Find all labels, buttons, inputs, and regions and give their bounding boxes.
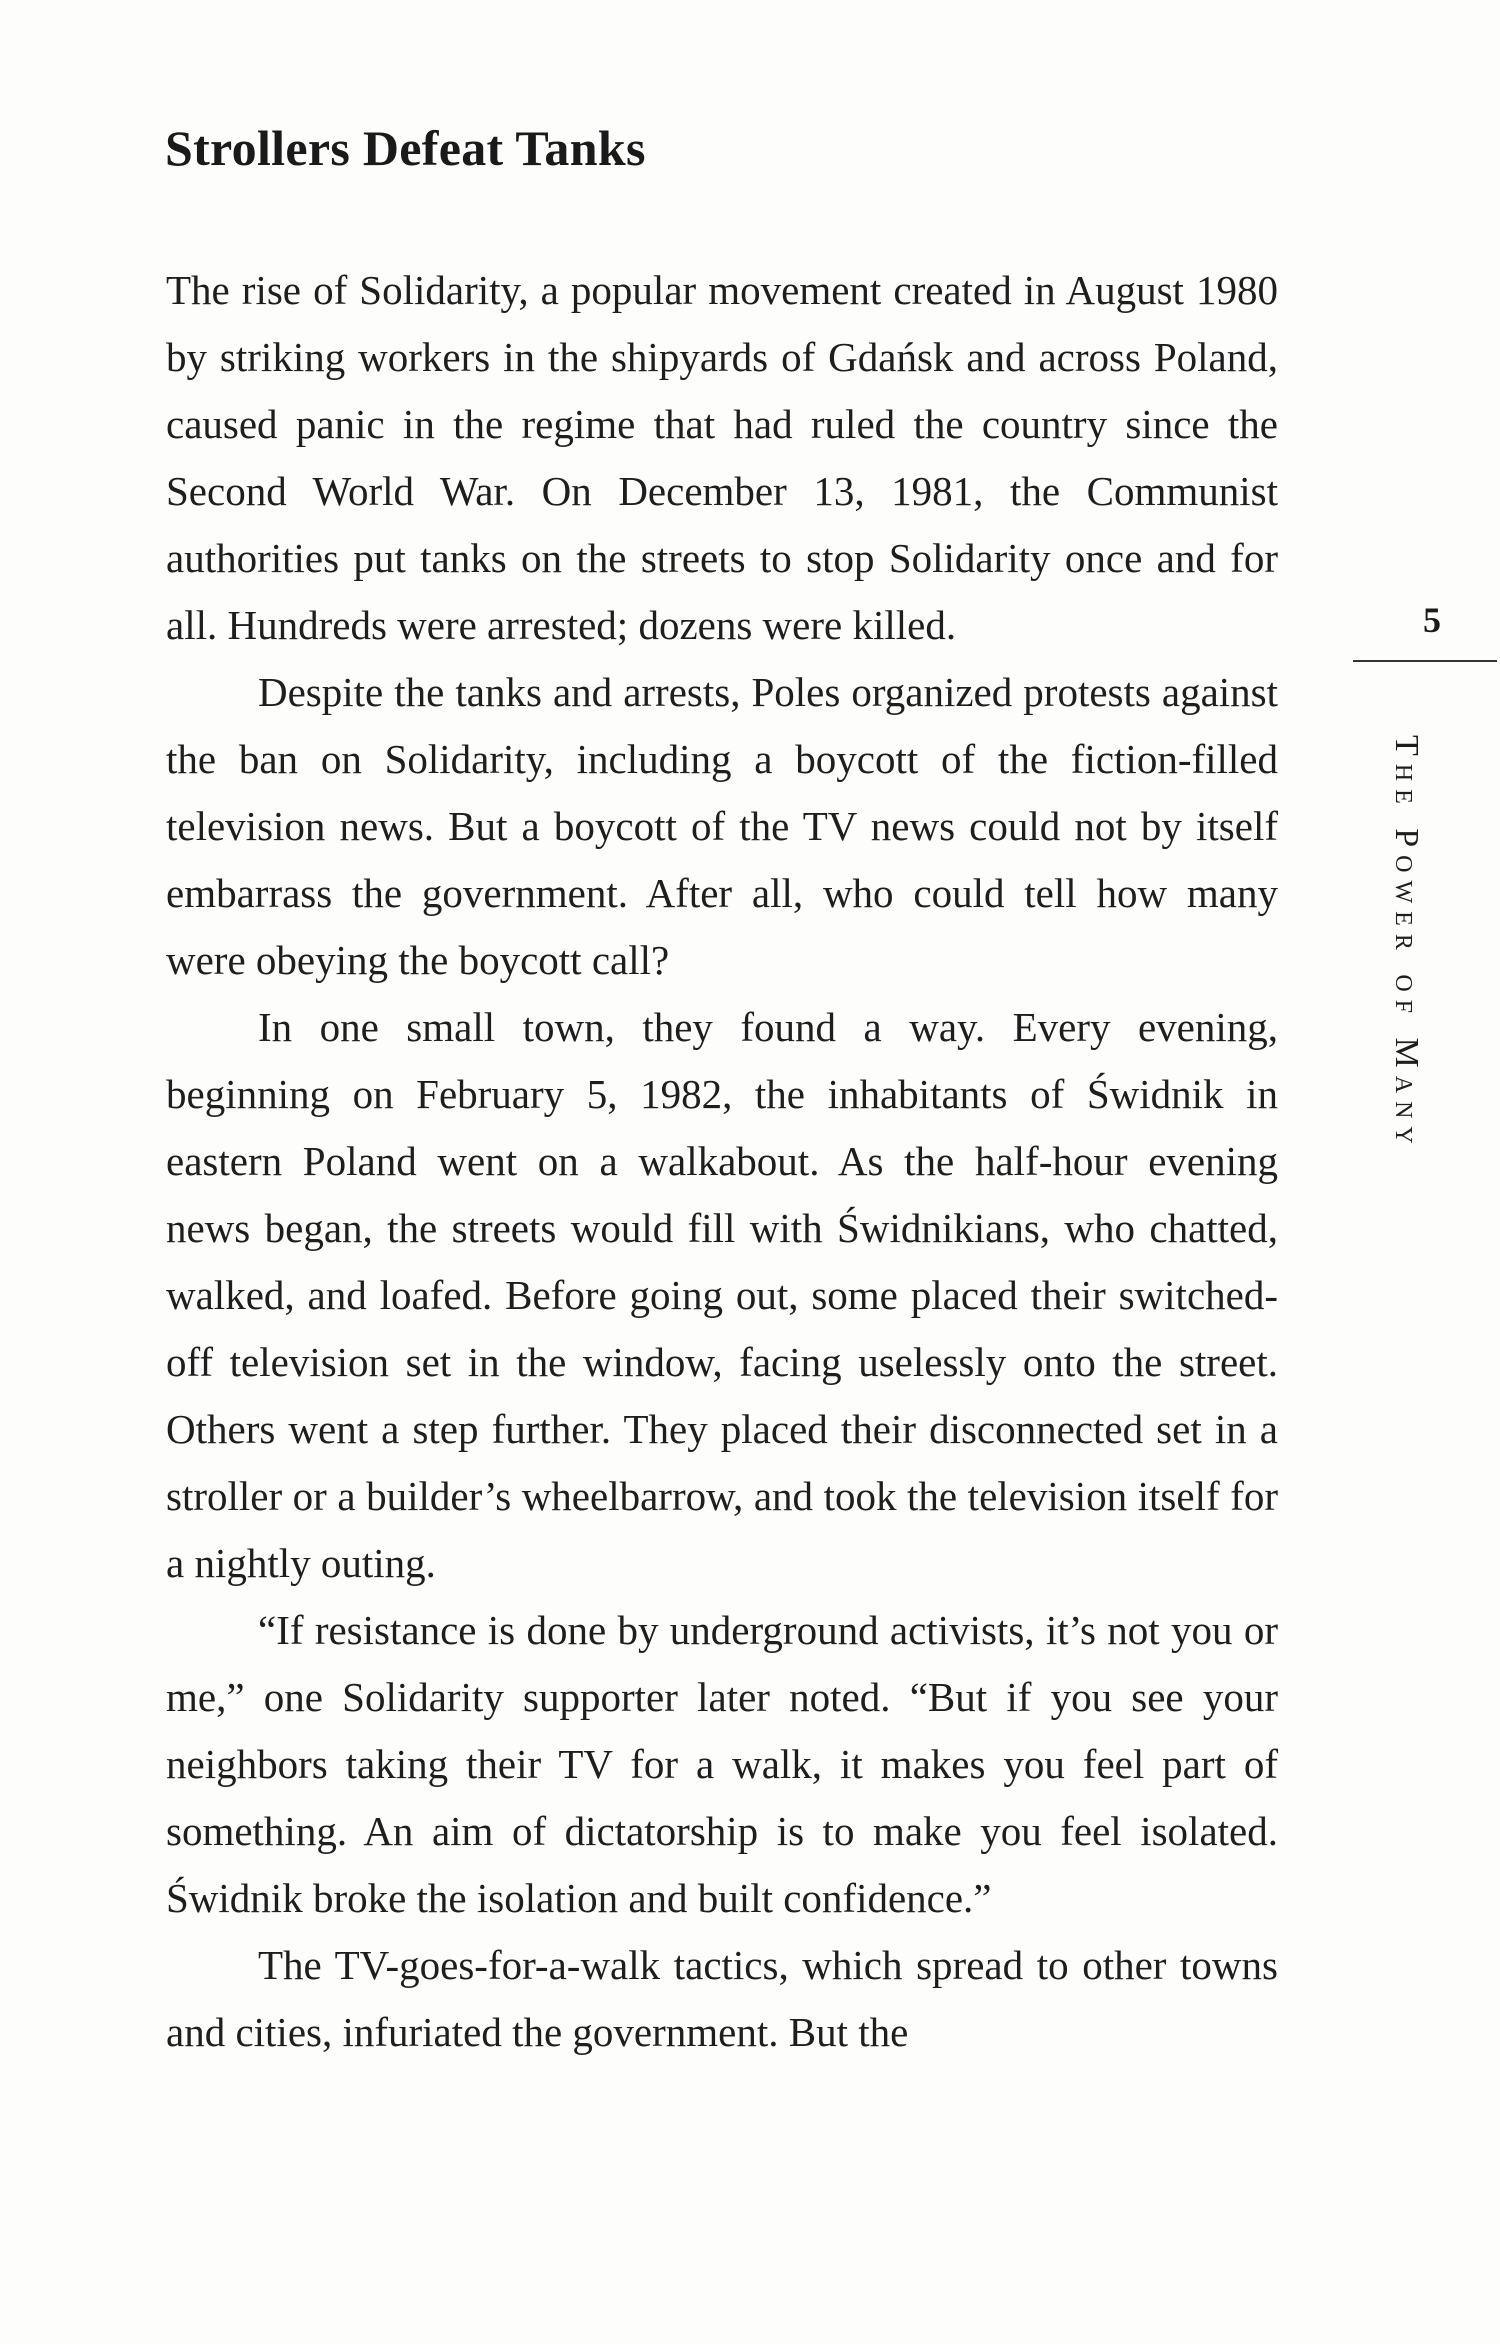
paragraph-1: The rise of Solidarity, a popular movement created in August 1980 by striking workers in the shipyards of Gdańsk and across Poland, caused panic in the regime that had ruled the country since the Second World War. On December 13, 1981, the Communist authorities put tanks on the streets to stop Solidarity once and for all. Hundreds were arrested; dozens were killed. xyxy=(166,267,1278,648)
paragraph-5: The TV-goes-for-a-walk tactics, which spread to other towns and cities, infuriated the government. But the xyxy=(166,1942,1278,2055)
page-number: 5 xyxy=(1423,600,1441,640)
paragraph-3: In one small town, they found a way. Every evening, beginning on February 5, 1982, the inhabitants of Świdnik in eastern Poland went on a walkabout. As the half-hour evening news began, the streets would fill with Świdnikians, who chatted, walked, and loafed. Before going out, some placed their switched-off television set in the window, facing uselessly onto the street. Others went a step further. They placed their disconnected set in a stroller or a builder’s wheelbarrow, and took the television itself for a nightly outing. xyxy=(166,1004,1278,1586)
paragraph-4: “If resistance is done by underground activists, it’s not you or me,” one Solidarity supporter later noted. “But if you see your neighbors taking their TV for a walk, it makes you feel part of something. An aim of dictatorship is to make you feel isolated. Świdnik broke the isolation and built confidence.” xyxy=(166,1607,1278,1921)
margin-rule xyxy=(1353,660,1497,662)
body-text xyxy=(166,257,1278,2066)
section-heading: Strollers Defeat Tanks xyxy=(165,120,646,176)
paragraph-2: Despite the tanks and arrests, Poles organized protests against the ban on Solidarity, including a boycott of the fiction-filled television news. But a boycott of the TV news could not by itself embarrass the government. After all, who could tell how many were obeying the boycott call? xyxy=(166,669,1278,983)
running-head: The Power of Many xyxy=(1388,735,1425,1152)
